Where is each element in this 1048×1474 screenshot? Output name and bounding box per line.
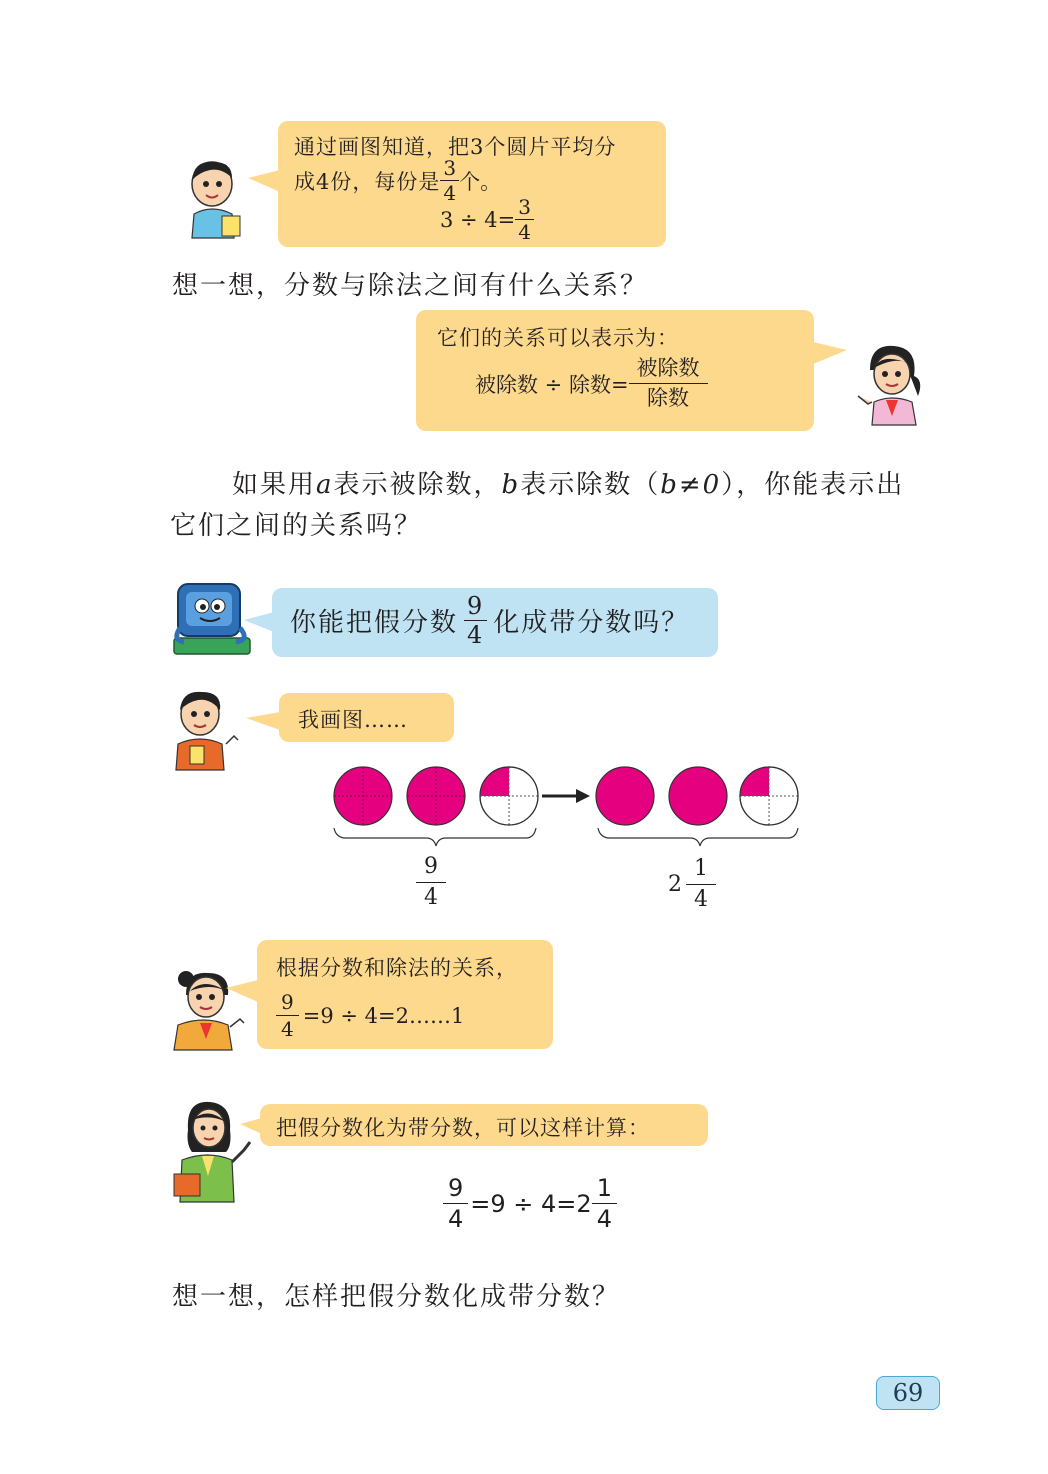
fraction-denominator: 4 — [276, 1015, 299, 1039]
fraction-numerator: 3 — [443, 156, 457, 180]
question-pre: 你能把假分数 — [290, 608, 459, 638]
para-text-4: ），你能表示出 — [721, 470, 905, 500]
bubble2-equation — [475, 358, 708, 409]
speech-bubble-tail — [244, 612, 274, 632]
speech-bubble-tail — [240, 1118, 262, 1134]
diagram-label-left — [416, 856, 446, 909]
arrow-right-icon — [542, 789, 590, 803]
equation-lhs: 被除数 ÷ 除数= — [475, 372, 629, 397]
brace-left — [334, 828, 536, 846]
speech-bubble-tail — [246, 712, 280, 730]
full-circle-1 — [334, 767, 392, 825]
fraction-denominator: 4 — [686, 884, 716, 911]
question-post: 化成带分数吗？ — [493, 608, 690, 638]
bubble4-eq: =9 ÷ 4=2……1 — [302, 1003, 465, 1028]
speech-bubble-tail — [813, 342, 847, 364]
fraction-nine-quarters-calc — [443, 1176, 468, 1231]
full-circle-4 — [669, 767, 727, 825]
fraction-one-quarter-calc — [592, 1176, 617, 1231]
fraction-denominator: 除数 — [629, 383, 708, 409]
fraction-nine-quarters — [464, 594, 487, 647]
bubble4-line1: 根据分数和除法的关系， — [276, 956, 518, 980]
var-a: a — [316, 470, 334, 500]
fraction-numerator: 9 — [448, 1174, 464, 1202]
paragraph-line1 — [232, 464, 904, 501]
bubble2-line1: 它们的关系可以表示为： — [437, 326, 679, 350]
full-circle-3 — [596, 767, 654, 825]
fraction-numerator: 1 — [596, 1174, 612, 1202]
para-text-1: 如果用 — [232, 470, 317, 500]
fraction-nine-quarters-bubble — [276, 992, 299, 1039]
boy-orange-character-icon — [170, 688, 245, 770]
quarter-circle-left — [480, 767, 538, 825]
page-number: 69 — [892, 1379, 924, 1407]
paragraph-line2: 它们之间的关系吗？ — [170, 511, 423, 541]
para-text-2: 表示被除数， — [333, 470, 502, 500]
bubble4-equation — [276, 992, 464, 1039]
think-question-2: 想一想，怎样把假分数化成带分数？ — [172, 1282, 621, 1312]
equation-lhs: 3 ÷ 4= — [440, 207, 516, 232]
bubble1-line2-post: 个。 — [459, 169, 502, 194]
question-text — [290, 594, 689, 647]
fraction-numerator: 9 — [424, 854, 438, 879]
fraction-nine-quarters-diagram — [416, 856, 446, 909]
fraction-denominator: 4 — [416, 882, 446, 909]
page-number-badge — [876, 1376, 940, 1410]
girl-pigtails-character-icon — [170, 965, 250, 1050]
fraction-denominator: 4 — [464, 620, 487, 647]
mixed-whole: 2 — [668, 872, 682, 897]
fraction-numerator: 被除数 — [636, 356, 700, 380]
fraction-denominator: 4 — [515, 219, 534, 242]
fraction-one-quarter-diagram — [686, 858, 716, 911]
para-text-3: 表示除数（ — [520, 470, 661, 500]
bubble5-text: 把假分数化为带分数，可以这样计算： — [276, 1116, 650, 1140]
condition: b≠0 — [660, 470, 722, 500]
var-b: b — [501, 470, 521, 500]
diagram-label-right — [668, 858, 716, 911]
think-question-1: 想一想，分数与除法之间有什么关系？ — [172, 271, 649, 301]
fraction-denominator: 4 — [443, 1203, 468, 1231]
teacher-character-icon — [168, 1096, 256, 1206]
fraction-dividend-over-divisor — [629, 358, 708, 409]
fraction-numerator: 9 — [281, 990, 294, 1014]
bubble3-text: 我画图…… — [298, 708, 408, 732]
brace-right — [598, 828, 798, 846]
fraction-three-quarters-result — [515, 197, 534, 242]
quarter-circle-right — [740, 767, 798, 825]
fraction-denominator: 4 — [592, 1203, 617, 1231]
speech-bubble-tail — [248, 170, 280, 192]
bubble1-line2-pre: 成4份，每份是 — [294, 169, 441, 194]
speech-bubble-tail — [226, 980, 258, 1002]
full-circle-2 — [407, 767, 465, 825]
boy-character-icon — [182, 158, 252, 238]
bubble1-line1: 通过画图知道，把3个圆片平均分 — [294, 135, 617, 159]
circles-diagram — [330, 762, 810, 852]
fraction-numerator: 1 — [694, 856, 708, 881]
girl-character-icon — [852, 340, 932, 425]
calculation-equation — [443, 1176, 617, 1231]
fraction-numerator: 9 — [467, 592, 485, 620]
bubble1-equation — [440, 197, 534, 242]
fraction-numerator: 3 — [518, 195, 531, 219]
calc-eq: =9 ÷ 4=2 — [470, 1189, 592, 1218]
fraction-denominator: 4 — [440, 180, 459, 203]
